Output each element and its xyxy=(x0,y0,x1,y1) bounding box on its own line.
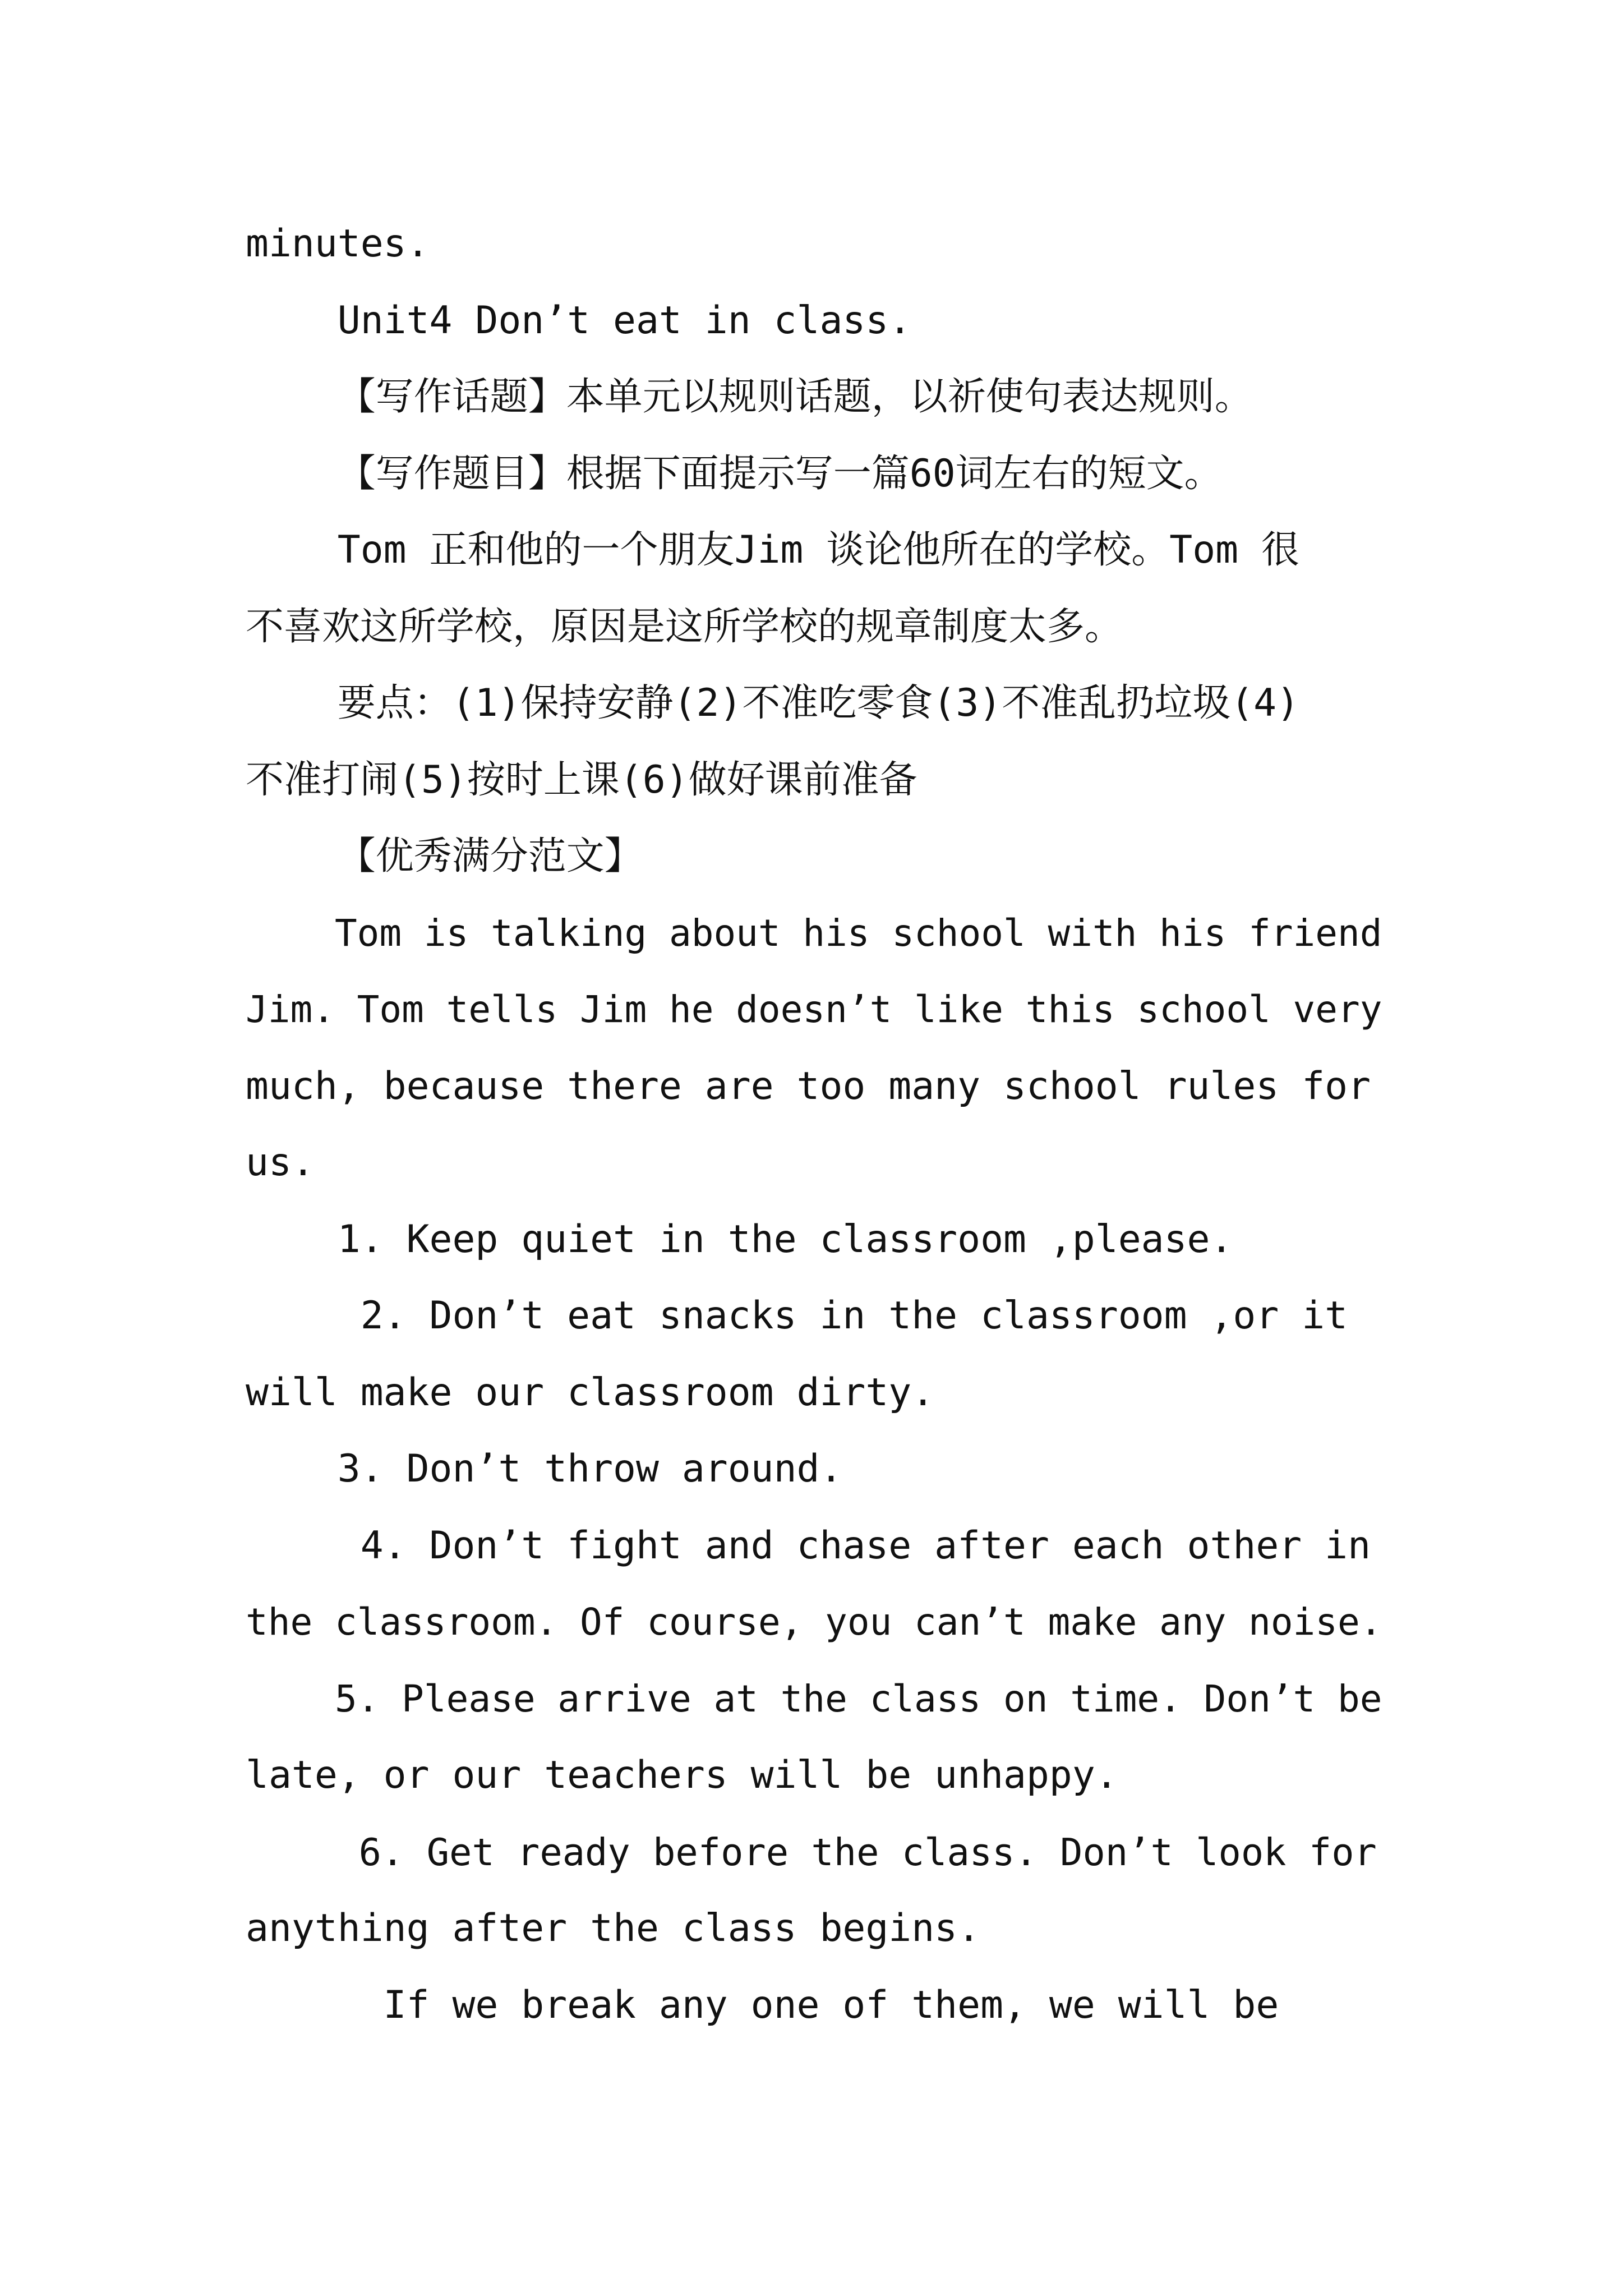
text-line: Jim. Tom tells Jim he doesn’t like this school very xyxy=(246,988,1382,1031)
text-line: minutes. xyxy=(246,222,430,266)
text-line: 5. Please arrive at the class on time. Don’t be xyxy=(246,1677,1382,1720)
text-line: 【写作题目】根据下面提示写一篇60词左右的短文。 xyxy=(246,452,1223,496)
text-line: 【优秀满分范文】 xyxy=(246,834,643,878)
text-line: 2. Don’t eat snacks in the classroom ,or it xyxy=(246,1294,1348,1338)
text-line: If we break any one of them, we will be xyxy=(246,1983,1279,2027)
text-line: anything after the class begins. xyxy=(246,1906,981,1950)
text-line: 不喜欢这所学校，原因是这所学校的规章制度太多。 xyxy=(246,605,1123,649)
text-line: much, because there are too many school rules for xyxy=(246,1064,1371,1108)
text-line: Tom is talking about his school with his friend xyxy=(246,912,1382,955)
text-line: Unit4 Don’t eat in class. xyxy=(246,298,912,343)
text-line: 不准打闹(5)按时上课(6)做好课前准备 xyxy=(246,758,917,802)
text-line: Tom 正和他的一个朋友Jim 谈论他所在的学校。Tom 很 xyxy=(246,528,1300,572)
text-line: us. xyxy=(246,1140,315,1185)
text-line: 3. Don’t throw around. xyxy=(246,1447,843,1491)
text-line: 【写作话题】本单元以规则话题，以祈使句表达规则。 xyxy=(246,375,1253,419)
text-line: will make our classroom dirty. xyxy=(246,1370,935,1415)
text-line: 1. Keep quiet in the classroom ,please. xyxy=(246,1217,1233,1262)
text-line: late, or our teachers will be unhappy. xyxy=(246,1753,1118,1797)
text-line: 4. Don’t fight and chase after each other in xyxy=(246,1524,1371,1568)
text-line: 要点：(1)保持安静(2)不准吃零食(3)不准乱扔垃圾(4) xyxy=(246,681,1300,725)
text-line: the classroom. Of course, you can’t make any noise. xyxy=(246,1600,1382,1644)
text-line: 6. Get ready before the class. Don’t look for xyxy=(246,1830,1377,1874)
